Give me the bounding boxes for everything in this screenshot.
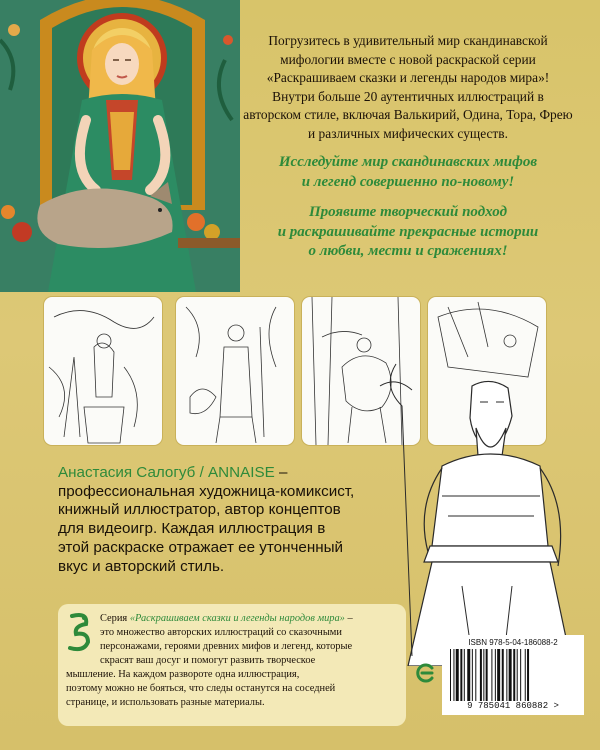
intro-line: Внутри больше 20 аутентичных иллюстраций в bbox=[272, 88, 544, 104]
author-dash: – bbox=[274, 464, 288, 481]
preview-page-1 bbox=[44, 297, 162, 445]
barcode-stripe bbox=[491, 649, 492, 701]
isbn-text: ISBN 978-5-04-186088-2 bbox=[468, 638, 558, 647]
series-dragon-logo-icon bbox=[66, 612, 94, 652]
intro-line: авторском стиле, включая Валькирий, Одина, Тора, Фрею bbox=[243, 107, 573, 123]
barcode-number: 9 785041 860882 > bbox=[467, 701, 559, 711]
series-dash: – bbox=[344, 613, 353, 624]
author-line: профессиональная художница-комиксист, bbox=[58, 482, 355, 500]
series-line: странице, и использовать разные материалы. bbox=[66, 697, 265, 708]
intro-line: «Раскрашиваем сказки и легенды народов мира»! bbox=[266, 70, 550, 86]
author-name: Анастасия Салогуб / ANNAISE bbox=[58, 464, 275, 481]
barcode-stripe bbox=[495, 649, 496, 701]
intro-line: Погрузитесь в удивительный мир скандинавской bbox=[268, 33, 548, 48]
intro-line: и различных мифических существ. bbox=[308, 125, 508, 141]
highlight-line: Проявите творческий подход bbox=[308, 204, 508, 220]
barcode-stripe bbox=[460, 649, 462, 701]
barcode-stripe bbox=[467, 649, 470, 701]
series-line: мышление. На каждом развороте одна иллюстрация, bbox=[66, 669, 300, 680]
barcode-stripe bbox=[502, 649, 504, 701]
barcode-stripe bbox=[513, 649, 515, 701]
series-line: скрасят ваш досуг и помогут развить творческое bbox=[100, 655, 316, 666]
author-line: этой раскраске отражает ее утонченный bbox=[58, 538, 343, 556]
highlight-line: и раскрашивайте прекрасные истории bbox=[277, 223, 539, 240]
goddess-illustration bbox=[0, 0, 240, 292]
author-line bbox=[58, 464, 368, 483]
barcode-stripe bbox=[486, 649, 488, 701]
barcode-stripe bbox=[497, 649, 500, 701]
preview-page-2 bbox=[176, 297, 294, 445]
intro-paragraph bbox=[232, 32, 584, 144]
author-line: вкус и авторский стиль. bbox=[58, 557, 225, 575]
barcode-stripe bbox=[509, 649, 512, 701]
barcode-stripe bbox=[506, 649, 507, 701]
barcode-stripe bbox=[464, 649, 465, 701]
series-line bbox=[100, 612, 402, 626]
barcode-area bbox=[442, 635, 584, 715]
series-line: персонажами, героями древних мифов и легенд, которые bbox=[100, 641, 353, 652]
barcode-stripe bbox=[450, 649, 451, 701]
barcode-stripe bbox=[475, 649, 476, 701]
author-line: книжный иллюстратор, автор концептов bbox=[58, 501, 341, 519]
highlight-creative bbox=[232, 203, 584, 262]
barcode-stripe bbox=[483, 649, 484, 701]
lineart-odin bbox=[176, 297, 294, 445]
series-prefix: Серия bbox=[100, 613, 130, 624]
series-name: «Раскрашиваем сказки и легенды народов мира» bbox=[129, 613, 345, 624]
barcode-stripe bbox=[525, 649, 526, 701]
author-paragraph bbox=[58, 464, 368, 576]
series-description bbox=[66, 612, 402, 710]
barcode-bars bbox=[450, 649, 576, 701]
barcode-stripe bbox=[453, 649, 454, 701]
barcode-stripe bbox=[517, 649, 518, 701]
series-line: это множество авторских иллюстраций со сказочными bbox=[100, 627, 342, 638]
series-line: поэтому можно не бояться, что следы останутся на соседней bbox=[66, 683, 336, 694]
publisher-logo-icon bbox=[414, 662, 436, 684]
author-line: для видеоигр. Каждая иллюстрация в bbox=[58, 520, 326, 538]
highlight-explore bbox=[232, 153, 584, 192]
highlight-line: о любви, мести и сражениях! bbox=[308, 243, 508, 259]
barcode-stripe bbox=[480, 649, 482, 701]
highlight-line: и легенд совершенно по-новому! bbox=[301, 173, 515, 190]
barcode-stripe bbox=[520, 649, 521, 701]
barcode-stripe bbox=[527, 649, 529, 701]
highlight-line: Исследуйте мир скандинавских мифов bbox=[278, 154, 538, 170]
lineart-valkyrie bbox=[44, 297, 162, 445]
barcode-stripe bbox=[472, 649, 473, 701]
intro-line: мифологии вместе с новой раскраской серии bbox=[280, 51, 536, 67]
barcode-stripe bbox=[456, 649, 459, 701]
